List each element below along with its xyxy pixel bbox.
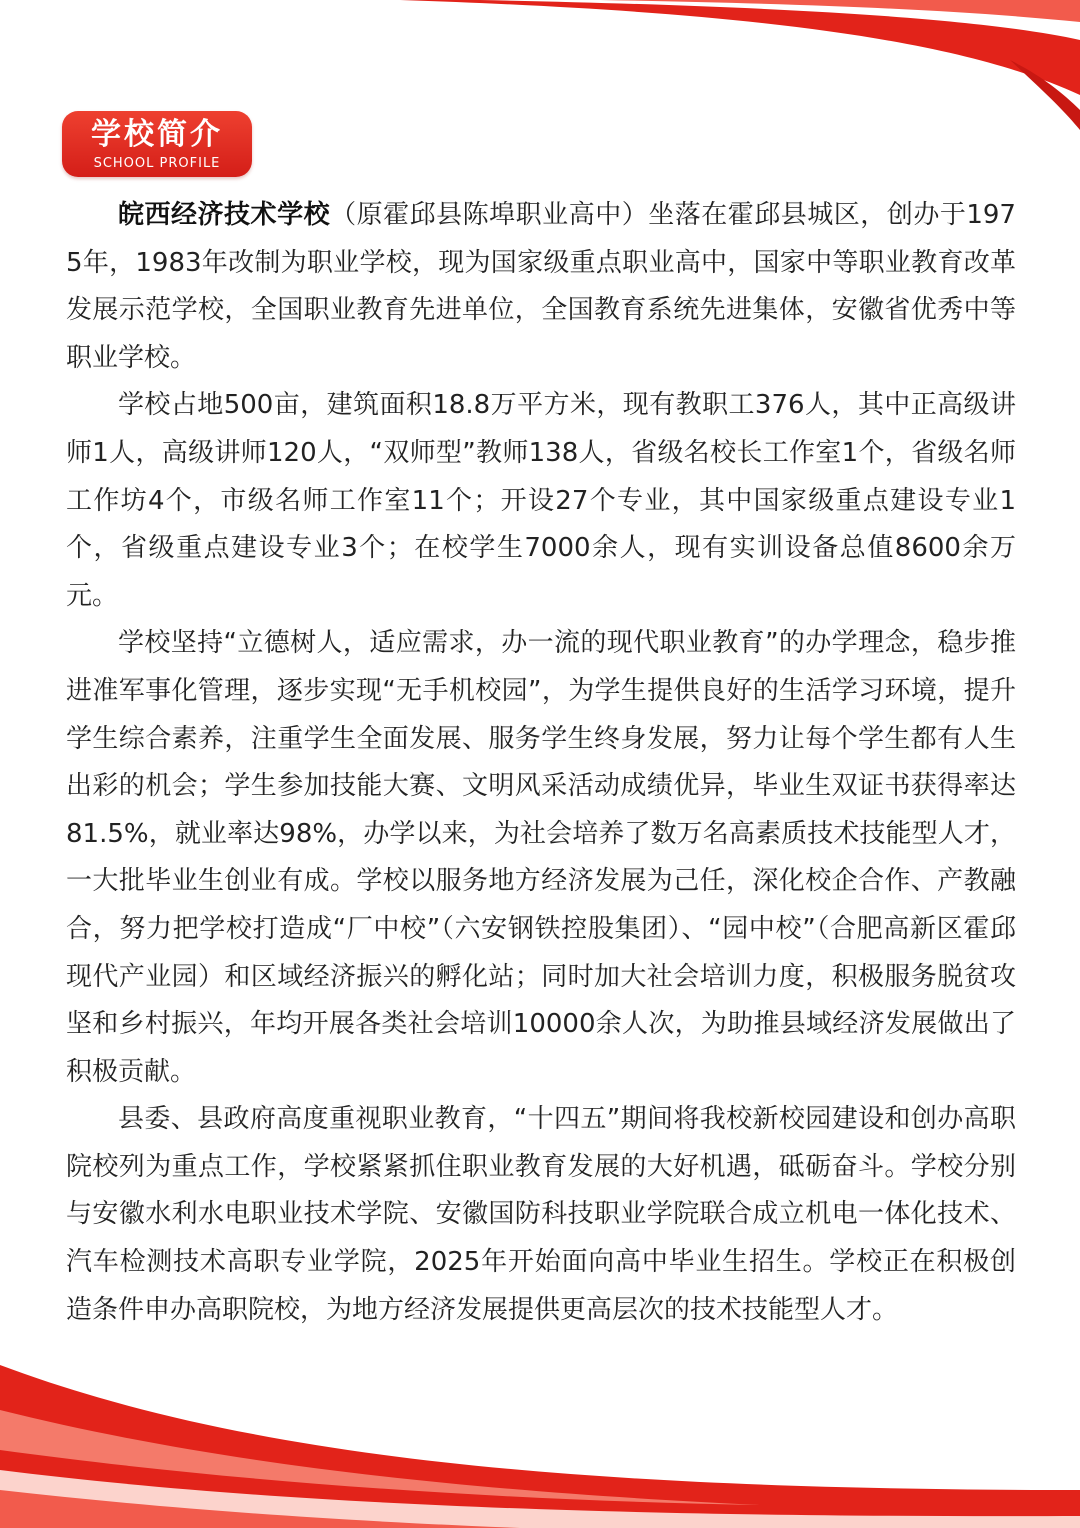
intro-text: （原霍邱县陈埠职业高中）坐落在霍邱县城区，创办于1975年，1983年改制为职业学校，现为国家级重点职业高中，国家中等职业教育改革发展示范学校，全国职业教育先进单位，全国教育系统先进集体，安徽省优秀中等职业学校。: [66, 200, 1016, 373]
paragraph-intro: [66, 192, 1016, 382]
article-body: [66, 192, 1016, 1334]
bottom-swoosh-decoration: [0, 1340, 1080, 1528]
paragraph-facilities: 学校占地500亩，建筑面积18.8万平方米，现有教职工376人，其中正高级讲师1人，高级讲师120人，“双师型”教师138人，省级名校长工作室1个，省级名师工作坊4个，市级名师工作室11个；开设27个专业，其中国家级重点建设专业1个，省级重点建设专业3个；在校学生7000余人，现有实训设备总值8600余万元。: [66, 390, 1016, 611]
section-title: 学校简介: [91, 117, 223, 152]
paragraph-development: 县委、县政府高度重视职业教育，“十四五”期间将我校新校园建设和创办高职院校列为重点工作，学校紧紧抓住职业教育发展的大好机遇，砥砺奋斗。学校分别与安徽水利水电职业技术学院、安徽国防科技职业学院联合成立机电一体化技术、汽车检测技术高职专业学院，2025年开始面向高中毕业生招生。学校正在积极创造条件申办高职院校，为地方经济发展提供更高层次的技术技能型人才。: [66, 1104, 1016, 1325]
section-title-badge: [62, 111, 252, 177]
paragraph-philosophy: 学校坚持“立德树人，适应需求，办一流的现代职业教育”的办学理念，稳步推进准军事化管理，逐步实现“无手机校园”，为学生提供良好的生活学习环境，提升学生综合素养，注重学生全面发展、服务学生终身发展，努力让每个学生都有人生出彩的机会；学生参加技能大赛、文明风采活动成绩优异，毕业生双证书获得率达81.5%，就业率达98%，办学以来，为社会培养了数万名高素质技术技能型人才，一大批毕业生创业有成。学校以服务地方经济发展为己任，深化校企合作、产教融合，努力把学校打造成“厂中校”（六安钢铁控股集团）、“园中校”（合肥高新区霍邱现代产业园）和区域经济振兴的孵化站；同时加大社会培训力度，积极服务脱贫攻坚和乡村振兴，年均开展各类社会培训10000余人次，为助推县域经济发展做出了积极贡献。: [66, 628, 1016, 1087]
section-subtitle: SCHOOL PROFILE: [93, 156, 221, 171]
school-name: 皖西经济技术学校: [118, 200, 331, 230]
